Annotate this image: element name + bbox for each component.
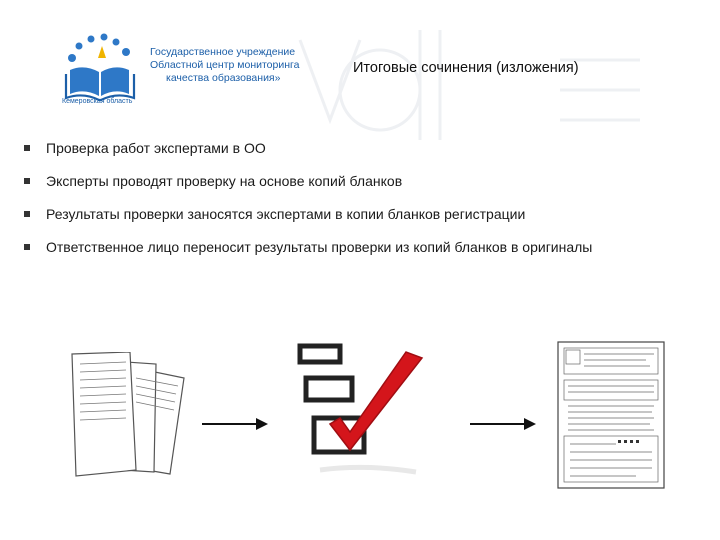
org-line-3: качества образования»: [166, 72, 281, 84]
bullet-item: Результаты проверки заносятся экспертами в копии бланков регистрации: [24, 206, 694, 223]
bullet-item: Эксперты проводят проверку на основе копий бланков: [24, 173, 694, 190]
bullet-marker-icon: [24, 178, 30, 184]
bullet-marker-icon: [24, 211, 30, 217]
arrow-right-icon: [202, 416, 268, 432]
checklist-icon: [286, 338, 428, 483]
slide-title: Итоговые сочинения (изложения): [353, 60, 579, 76]
bullet-list: [24, 140, 694, 272]
organization-name: [150, 46, 299, 85]
arrow-right-icon: [470, 416, 536, 432]
bullet-item: Проверка работ экспертами в ОО: [24, 140, 694, 157]
org-line-2: Областной центр мониторинга: [150, 59, 300, 71]
bullet-marker-icon: [24, 244, 30, 250]
registration-form-icon: [556, 340, 666, 490]
documents-stack-icon: [66, 352, 190, 487]
bullet-marker-icon: [24, 145, 30, 151]
org-line-1: Государственное учреждение: [150, 46, 296, 58]
logo-caption: Кемеровская область: [62, 98, 133, 105]
bullet-item: Ответственное лицо переносит результаты проверки из копий бланков в оригиналы: [24, 239, 694, 256]
